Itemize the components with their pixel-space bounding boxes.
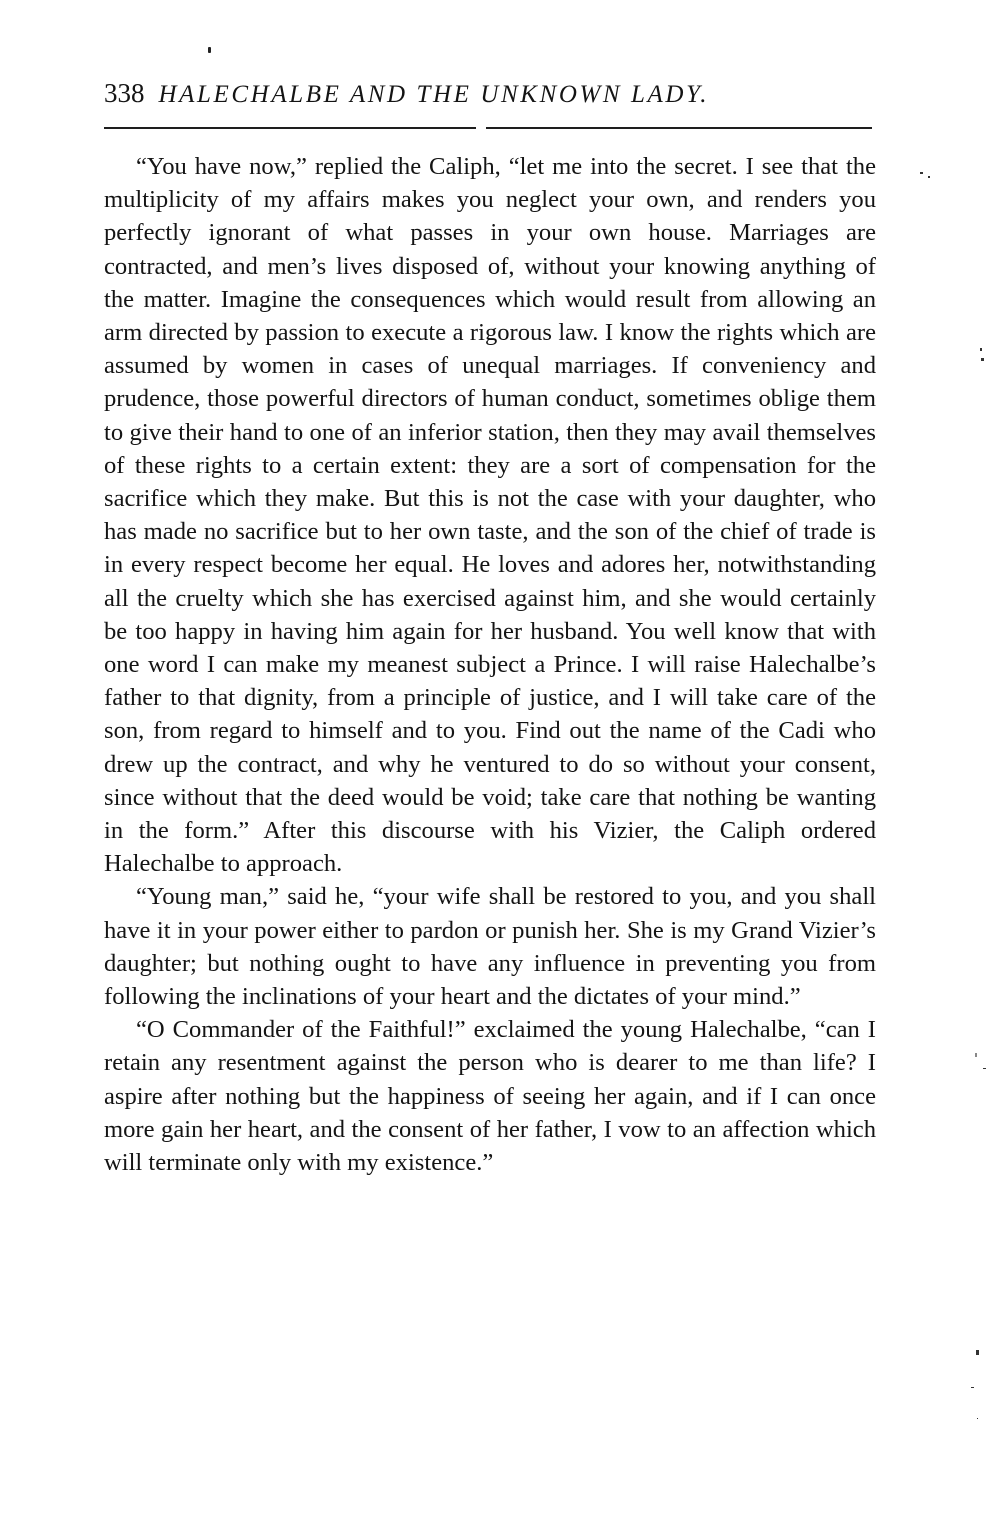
scan-speck bbox=[980, 348, 982, 351]
paragraph-young-man: “Young man,” said he, “your wife shall be restored to you, and you shall have it in your power either to pardon or punish her. She is my Grand Vizier’s daughter; but nothing ought to have any influence in preventing you from following the inclinations of your heart and the dictates of your mind.” bbox=[104, 883, 876, 1011]
body-text bbox=[104, 150, 876, 1179]
running-title: HALECHALBE AND THE UNKNOWN LADY. bbox=[158, 81, 710, 108]
scan-speck bbox=[208, 47, 211, 53]
paragraph-commander-reply: “O Commander of the Faithful!” exclaimed the young Halechalbe, “can I retain any resentment against the person who is dearer to me than life? I aspire after nothing but the happiness of seeing her again, and if I can once more gain her heart, and the consent of her father, I vow to an affection which will terminate only with my existence.” bbox=[104, 1016, 876, 1177]
scan-speck bbox=[971, 1387, 974, 1388]
scan-speck bbox=[928, 176, 930, 178]
page-number: 338 bbox=[104, 78, 145, 108]
scan-speck bbox=[920, 172, 923, 174]
paragraph-caliph-speech: “You have now,” replied the Caliph, “let me into the secret. I see that the multiplicity of my affairs makes you neglect your own, and renders you perfectly ignorant of what passes in your own house. Marriages are contracted, and men’s lives disposed of, without your knowing anything of the matter. Imagine the consequences which would result from allowing an arm directed by passion to execute a rigorous law. I know the rights which are assumed by women in cases of unequal marriages. If conveniency and prudence, those powerful directors of human conduct, sometimes oblige them to give their hand to one of an inferior station, then they may avail themselves of these rights to a certain extent: they are a sort of compensation for the sacrifice which they make. But this is not the case with your daughter, who has made no sacrifice but to her own taste, and the son of the chief of trade is in every respect become her equal. He loves and adores her, notwithstanding all the cruelty which she has exercised against him, and she would certainly be too happy in having him again for her husband. You well know that with one word I can make my meanest subject a Prince. I will raise Halechalbe’s father to that dignity, from a principle of justice, and I will take care of the son, from regard to himself and to you. Find out the name of the Cadi who drew up the contract, and why he ventured to do so without your consent, since without that the deed would be void; take care that nothing be wanting in the form.” After this discourse with his Vizier, the Caliph ordered Halechalbe to approach. bbox=[104, 153, 876, 878]
scan-speck bbox=[981, 358, 984, 361]
scan-speck bbox=[975, 1053, 977, 1057]
header-rule-left bbox=[104, 127, 476, 129]
scan-speck bbox=[977, 1418, 978, 1419]
scan-speck bbox=[983, 1068, 986, 1069]
header-rule-right bbox=[486, 127, 872, 129]
scan-speck bbox=[976, 1350, 979, 1355]
running-head bbox=[104, 78, 884, 114]
